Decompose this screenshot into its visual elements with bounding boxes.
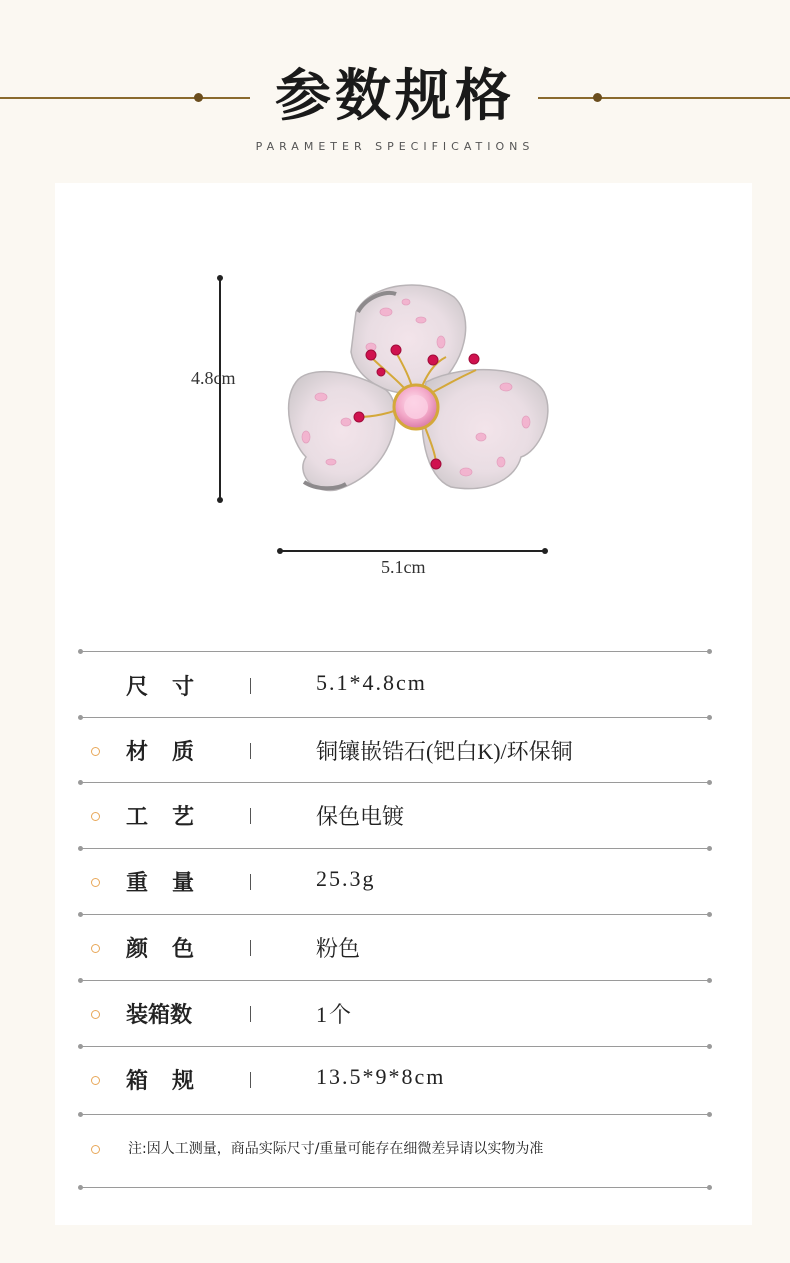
product-image-flower-brooch xyxy=(276,272,562,504)
spec-separator xyxy=(250,743,251,759)
width-dimension-label: 5.1cm xyxy=(381,557,426,577)
measurement-note: 注:因人工测量，商品实际尺寸/重量可能存在细微差异请以实物为准 xyxy=(128,1141,544,1157)
spec-separator xyxy=(250,808,251,824)
height-dimension-label: 4.8cm xyxy=(191,368,236,388)
spec-label: 箱 规 xyxy=(126,1068,196,1094)
spec-row-material xyxy=(0,721,790,781)
spec-value: 保色电镀 xyxy=(316,804,405,829)
row-divider xyxy=(80,717,710,718)
bullet-icon xyxy=(91,747,100,756)
spec-separator xyxy=(250,874,251,890)
row-divider xyxy=(80,1046,710,1047)
page-header xyxy=(0,0,790,170)
width-dimension-line xyxy=(280,550,546,552)
spec-row-craft xyxy=(0,786,790,846)
spec-label: 材 质 xyxy=(126,739,196,765)
height-dimension-line xyxy=(219,278,221,500)
row-divider xyxy=(80,1187,710,1188)
spec-label: 尺 寸 xyxy=(126,674,196,700)
row-divider xyxy=(80,980,710,981)
page-title: 参数规格 xyxy=(275,63,515,129)
spec-row-color xyxy=(0,918,790,978)
spec-value: 5.1*4.8cm xyxy=(316,670,427,695)
dimension-end-dot xyxy=(277,548,283,554)
bullet-icon xyxy=(91,878,100,887)
dimension-end-dot xyxy=(542,548,548,554)
spec-row-size xyxy=(0,656,790,716)
bullet-icon xyxy=(91,1076,100,1085)
page-subtitle: PARAMETER SPECIFICATIONS xyxy=(255,140,535,153)
row-divider xyxy=(80,914,710,915)
spec-value: 粉色 xyxy=(316,936,361,961)
row-divider xyxy=(80,651,710,652)
row-divider xyxy=(80,1114,710,1115)
spec-label: 重 量 xyxy=(126,870,196,896)
spec-separator xyxy=(250,678,251,694)
bullet-icon xyxy=(91,812,100,821)
spec-separator xyxy=(250,1006,251,1022)
spec-row-weight xyxy=(0,852,790,912)
spec-row-box-size xyxy=(0,1050,790,1110)
bullet-icon xyxy=(91,944,100,953)
bullet-icon xyxy=(91,1145,100,1154)
spec-row-packing-qty xyxy=(0,984,790,1044)
row-divider xyxy=(80,848,710,849)
spec-value: 13.5*9*8cm xyxy=(316,1064,446,1089)
spec-separator xyxy=(250,1072,251,1088)
spec-value: 1个 xyxy=(316,1002,354,1027)
spec-label: 装箱数 xyxy=(126,1002,193,1028)
bullet-icon xyxy=(91,1010,100,1019)
dimension-end-dot xyxy=(217,497,223,503)
spec-value: 25.3g xyxy=(316,866,376,891)
row-divider xyxy=(80,782,710,783)
spec-label: 颜 色 xyxy=(126,936,196,962)
spec-separator xyxy=(250,940,251,956)
spec-label: 工 艺 xyxy=(126,804,196,830)
dimension-end-dot xyxy=(217,275,223,281)
spec-value: 铜镶嵌锆石(钯白K)/环保铜 xyxy=(316,739,573,764)
